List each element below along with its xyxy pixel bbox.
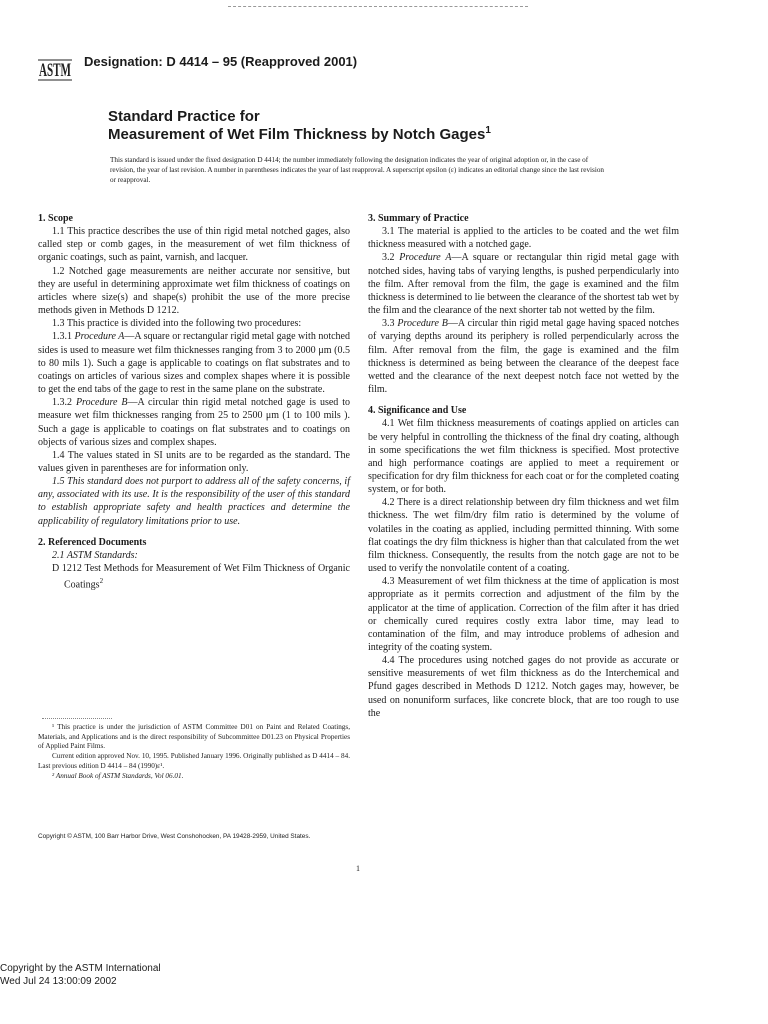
para-4-1: 4.1 Wet film thickness measurements of coatings applied on articles can be very helpful in controlling the thickness of the final dry coating, although in some specifications the wet film thickness is specified. Most protective and high performance coatings are applied to meet a requirement or specification for dry film thickness for each coat or for the completed coating system, or for both. xyxy=(368,418,679,496)
ref-d1212: D 1212 Test Methods for Measurement of Wet Film Thickness of Organic Coatings$^2$ xyxy=(52,563,350,591)
title-line-2 xyxy=(108,125,491,143)
section-1-heading: 1. Scope xyxy=(38,213,73,224)
astm-logo-icon xyxy=(38,52,72,86)
top-dashed-rule xyxy=(228,6,528,7)
footnote-1b: Current edition approved Nov. 10, 1995. Published January 1996. Originally published as D 4414 – 84. Last previous edition D 4414 – 84 (1990)ε¹. xyxy=(38,752,350,770)
page-number: 1 xyxy=(356,864,360,873)
para-4-4: 4.4 The procedures using notched gages do not provide as accurate or sensitive measurements of wet film thickness as do the Interchemical and Pfund gages described in Methods D 1212. Notch gages may, however, be used on nonuniform surfaces, like concrete block, that are too rough to use the xyxy=(368,655,679,719)
footnote-2: ² Annual Book of ASTM Standards, Vol 06.01. xyxy=(52,771,184,780)
para-2-1: 2.1 ASTM Standards: xyxy=(52,549,138,561)
title-footnote-mark: 1 xyxy=(485,125,491,136)
footnotes xyxy=(38,723,350,781)
para-1-4: 1.4 The values stated in SI units are to be regarded as the standard. The values given in parentheses are for information only. xyxy=(38,449,350,474)
section-4-heading: 4. Significance and Use xyxy=(368,405,467,417)
stamp-line-2: Wed Jul 24 13:00:09 2002 xyxy=(0,975,117,987)
para-4-3: 4.3 Measurement of wet film thickness at the time of application is most appropriate as it permits correction and adjustment of the film by the applicator at the time of application. Correction of the film after it has dried or chemically cured requires costly extra labor time, may lead to contamination of the film, and may introduce problems of adhesion and integrity of the coating system. xyxy=(368,576,679,653)
title-text: Measurement of Wet Film Thickness by Notch Gages xyxy=(108,126,486,143)
copyright-line: Copyright © ASTM, 100 Barr Harbor Drive, West Conshohocken, PA 19428-2959, United States. xyxy=(38,833,311,840)
download-stamp xyxy=(0,963,161,988)
section-3-heading: 3. Summary of Practice xyxy=(368,213,469,224)
issuance-note: This standard is issued under the fixed designation D 4414; the number immediately following the designation indicates the year of original adoption or, in the case of revision, the year of last revision. A number in parentheses indicates the year of last reapproval. A superscript epsilon (ε) indicates an editorial change since the last revision or reapproval. xyxy=(110,156,605,184)
left-column xyxy=(38,212,350,592)
footnote-rule xyxy=(42,718,112,719)
section-2-heading: 2. Referenced Documents xyxy=(38,536,147,548)
para-1-3-2: 1.3.2 Procedure B—A circular thin rigid metal notched gage is used to measure wet film thicknesses ranging from 25 to 2500 μm (1 to 100 mils ). Such a gage is applicable to coatings on flat substrates and to coatings on objects of various sizes and complex shapes. xyxy=(38,397,351,448)
para-3-3: 3.3 Procedure B—A circular thin rigid metal gage having spaced notches of varying depths around its periphery is rolled perpendicularly across the film. After removal from the film, the gage is examined and the film thickness is determined as being between the clearance of the deepest face wetted and the clearance of the next deepest notch face not wetted by the film. xyxy=(368,318,679,396)
para-1-5: 1.5 This standard does not purport to address all of the safety concerns, if any, associated with its use. It is the responsibility of the user of this standard to establish appropriate safety and health practices and determine the applicability of regulatory limitations prior to use. xyxy=(38,476,350,527)
para-1-3-1: 1.3.1 Procedure A—A square or rectangular rigid metal gage with notched sides is used to measure wet film thicknesses ranging from 3 to 2000 μm (0.5 to 80 mils 1). Such a gage is applicable to coatings on flat substrates and to coatings on articles of various sizes and complex shapes where it is possible to get the end tabs of the gage to rest in the same plane on the substrate. xyxy=(38,331,350,396)
para-1-1: 1.1 This practice describes the use of thin rigid metal notched gages, also called step or comb gages, in the measurement of wet film thickness of organic coatings, such as paint, varnish, and lacquer. xyxy=(38,226,350,264)
designation: Designation: D 4414 – 95 (Reapproved 2001) xyxy=(84,54,358,69)
para-3-1: 3.1 The material is applied to the articles to be coated and the wet film thickness measured with a notched gage. xyxy=(368,226,679,251)
right-column xyxy=(368,212,679,720)
para-3-2: 3.2 Procedure A—A square or rectangular thin rigid metal gage with notched sides, having tabs of varying lengths, is pushed perpendicularly into the film. After removal from the film, the gage is examined and the film thickness is determined to lie between the clearance of the shortest tab wet by the film and the clearance of the next shorter tab not wetted by the film. xyxy=(368,252,679,317)
title-line-1: Standard Practice for xyxy=(108,108,260,125)
svg-text:ASTM: ASTM xyxy=(39,60,72,81)
para-4-2: 4.2 There is a direct relationship between dry film thickness and wet film thickness. The wet film/dry film ratio is determined by the volume of volatiles in the coating as applied, including permitted thinning. With some flat coatings the dry film thickness is higher than that calculated from the wet film thickness. Consequently, the results from the notch gage are not to be used to verify the nonvolatile content of a coating. xyxy=(368,497,679,575)
para-1-2: 1.2 Notched gage measurements are neither accurate nor sensitive, but they are useful in determining approximate wet film thickness of coatings on articles where size(s) and shape(s) prohibit the use of the more precise methods given in Methods D 1212. xyxy=(38,265,350,317)
para-1-3: 1.3 This practice is divided into the following two procedures: xyxy=(52,318,302,330)
stamp-line-1: Copyright by the ASTM International xyxy=(0,963,161,974)
footnote-1: ¹ This practice is under the jurisdiction of ASTM Committee D01 on Paint and Related Coatings, Materials, and Applications and is the direct responsibility of Subcommittee D01.23 on Physical Properties of Applied Paint Films. xyxy=(38,723,350,751)
